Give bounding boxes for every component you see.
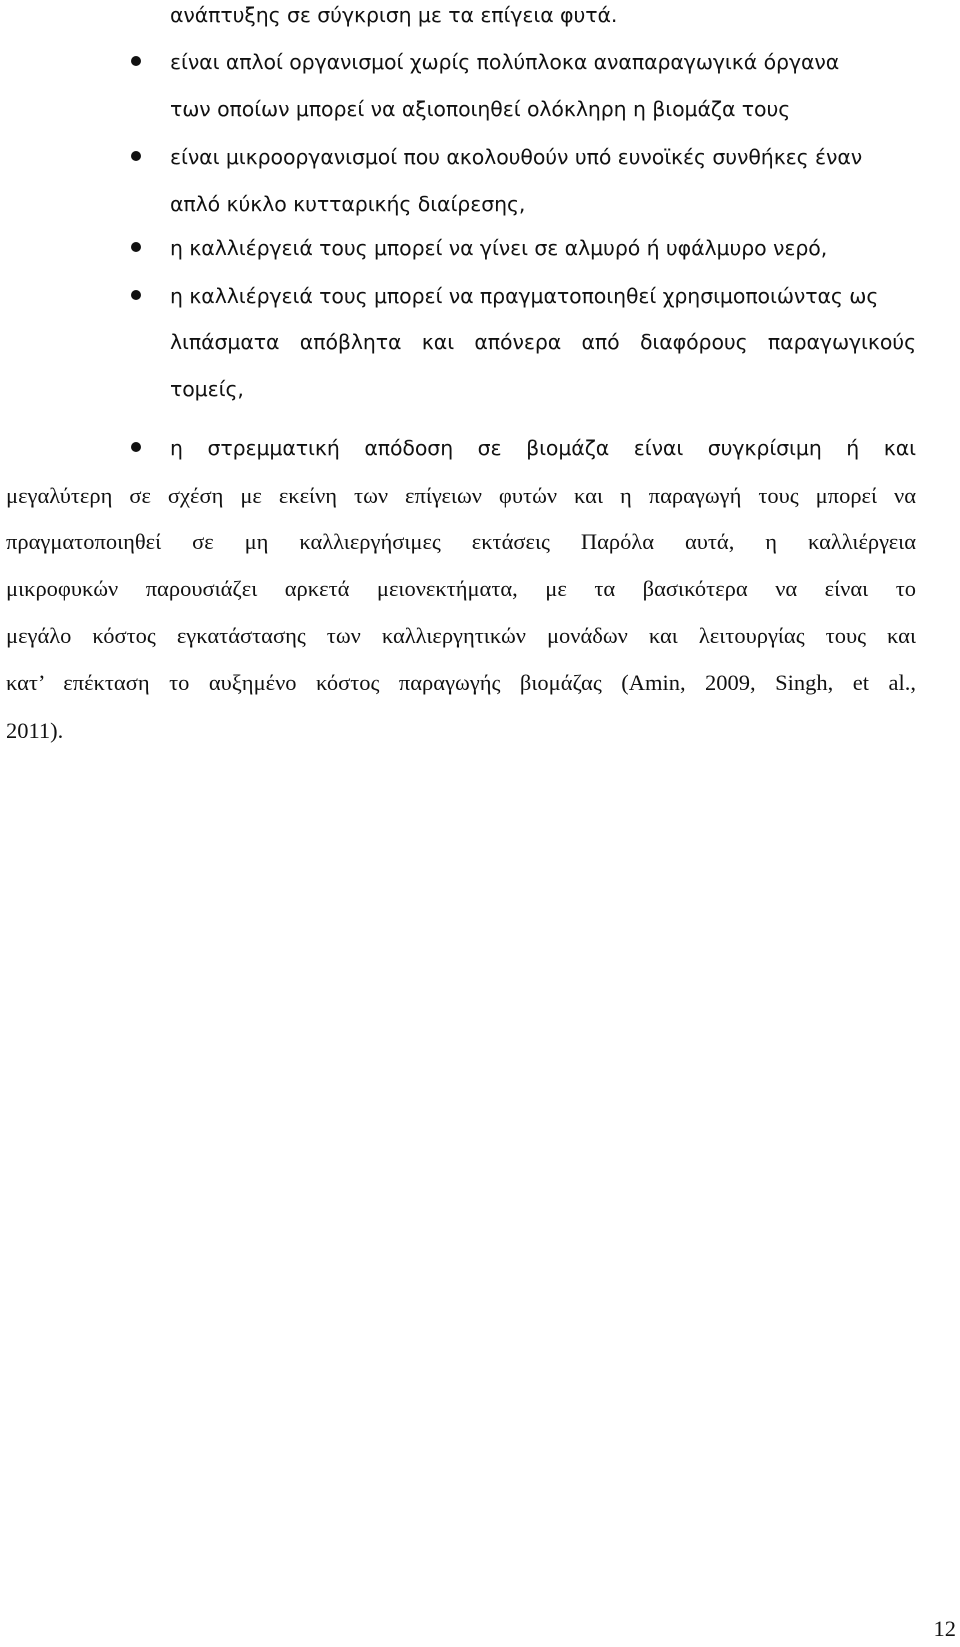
bullet-1-line-2: των οποίων μπορεί να αξιοποιηθεί ολόκληρη η βιομάζα τους	[170, 97, 791, 121]
bullet-point	[131, 151, 141, 161]
paragraph-line-4: μεγάλο κόστος εγκατάστασης των καλλιεργητικών μονάδων και λειτουργίας τους και	[6, 623, 916, 648]
bullet-4-line-2: λιπάσματα απόβλητα και απόνερα από διαφόρους παραγωγικούς	[170, 330, 916, 354]
bullet-2-line-2: απλό κύκλο κυτταρικής διαίρεσης,	[170, 192, 526, 216]
intro-line: ανάπτυξης σε σύγκριση με τα επίγεια φυτά.	[170, 3, 618, 27]
bullet-5-line-1: η στρεμματική απόδοση σε βιομάζα είναι συγκρίσιμη ή και	[170, 436, 916, 460]
paragraph-line-6: 2011).	[6, 718, 64, 743]
paragraph-line-2: πραγματοποιηθεί σε μη καλλιεργήσιμες εκτάσεις Παρόλα αυτά, η καλλιέργεια	[6, 529, 916, 554]
bullet-4-line-3: τομείς,	[170, 377, 244, 401]
bullet-point	[131, 442, 141, 452]
paragraph-line-3: μικροφυκών παρουσιάζει αρκετά μειονεκτήματα, με τα βασικότερα να είναι το	[6, 576, 916, 601]
bullet-3-line-1: η καλλιέργειά τους μπορεί να γίνει σε αλμυρό ή υφάλμυρο νερό,	[170, 236, 828, 260]
paragraph-line-1: μεγαλύτερη σε σχέση με εκείνη των επίγειων φυτών και η παραγωγή τους μπορεί να	[6, 483, 916, 508]
page-number: 12	[933, 1616, 956, 1641]
paragraph-line-5: κατ’ επέκταση το αυξημένο κόστος παραγωγής βιομάζας (Amin, 2009, Singh, et al.,	[6, 670, 916, 695]
bullet-point	[131, 290, 141, 300]
bullet-1-line-1: είναι απλοί οργανισμοί χωρίς πολύπλοκα αναπαραγωγικά όργανα	[170, 50, 840, 74]
bullet-point	[131, 242, 141, 252]
bullet-4-line-1: η καλλιέργειά τους μπορεί να πραγματοποιηθεί χρησιμοποιώντας ως	[170, 284, 879, 308]
bullet-2-line-1: είναι μικροοργανισμοί που ακολουθούν υπό ευνοϊκές συνθήκες έναν	[170, 145, 863, 169]
bullet-point	[131, 56, 141, 66]
